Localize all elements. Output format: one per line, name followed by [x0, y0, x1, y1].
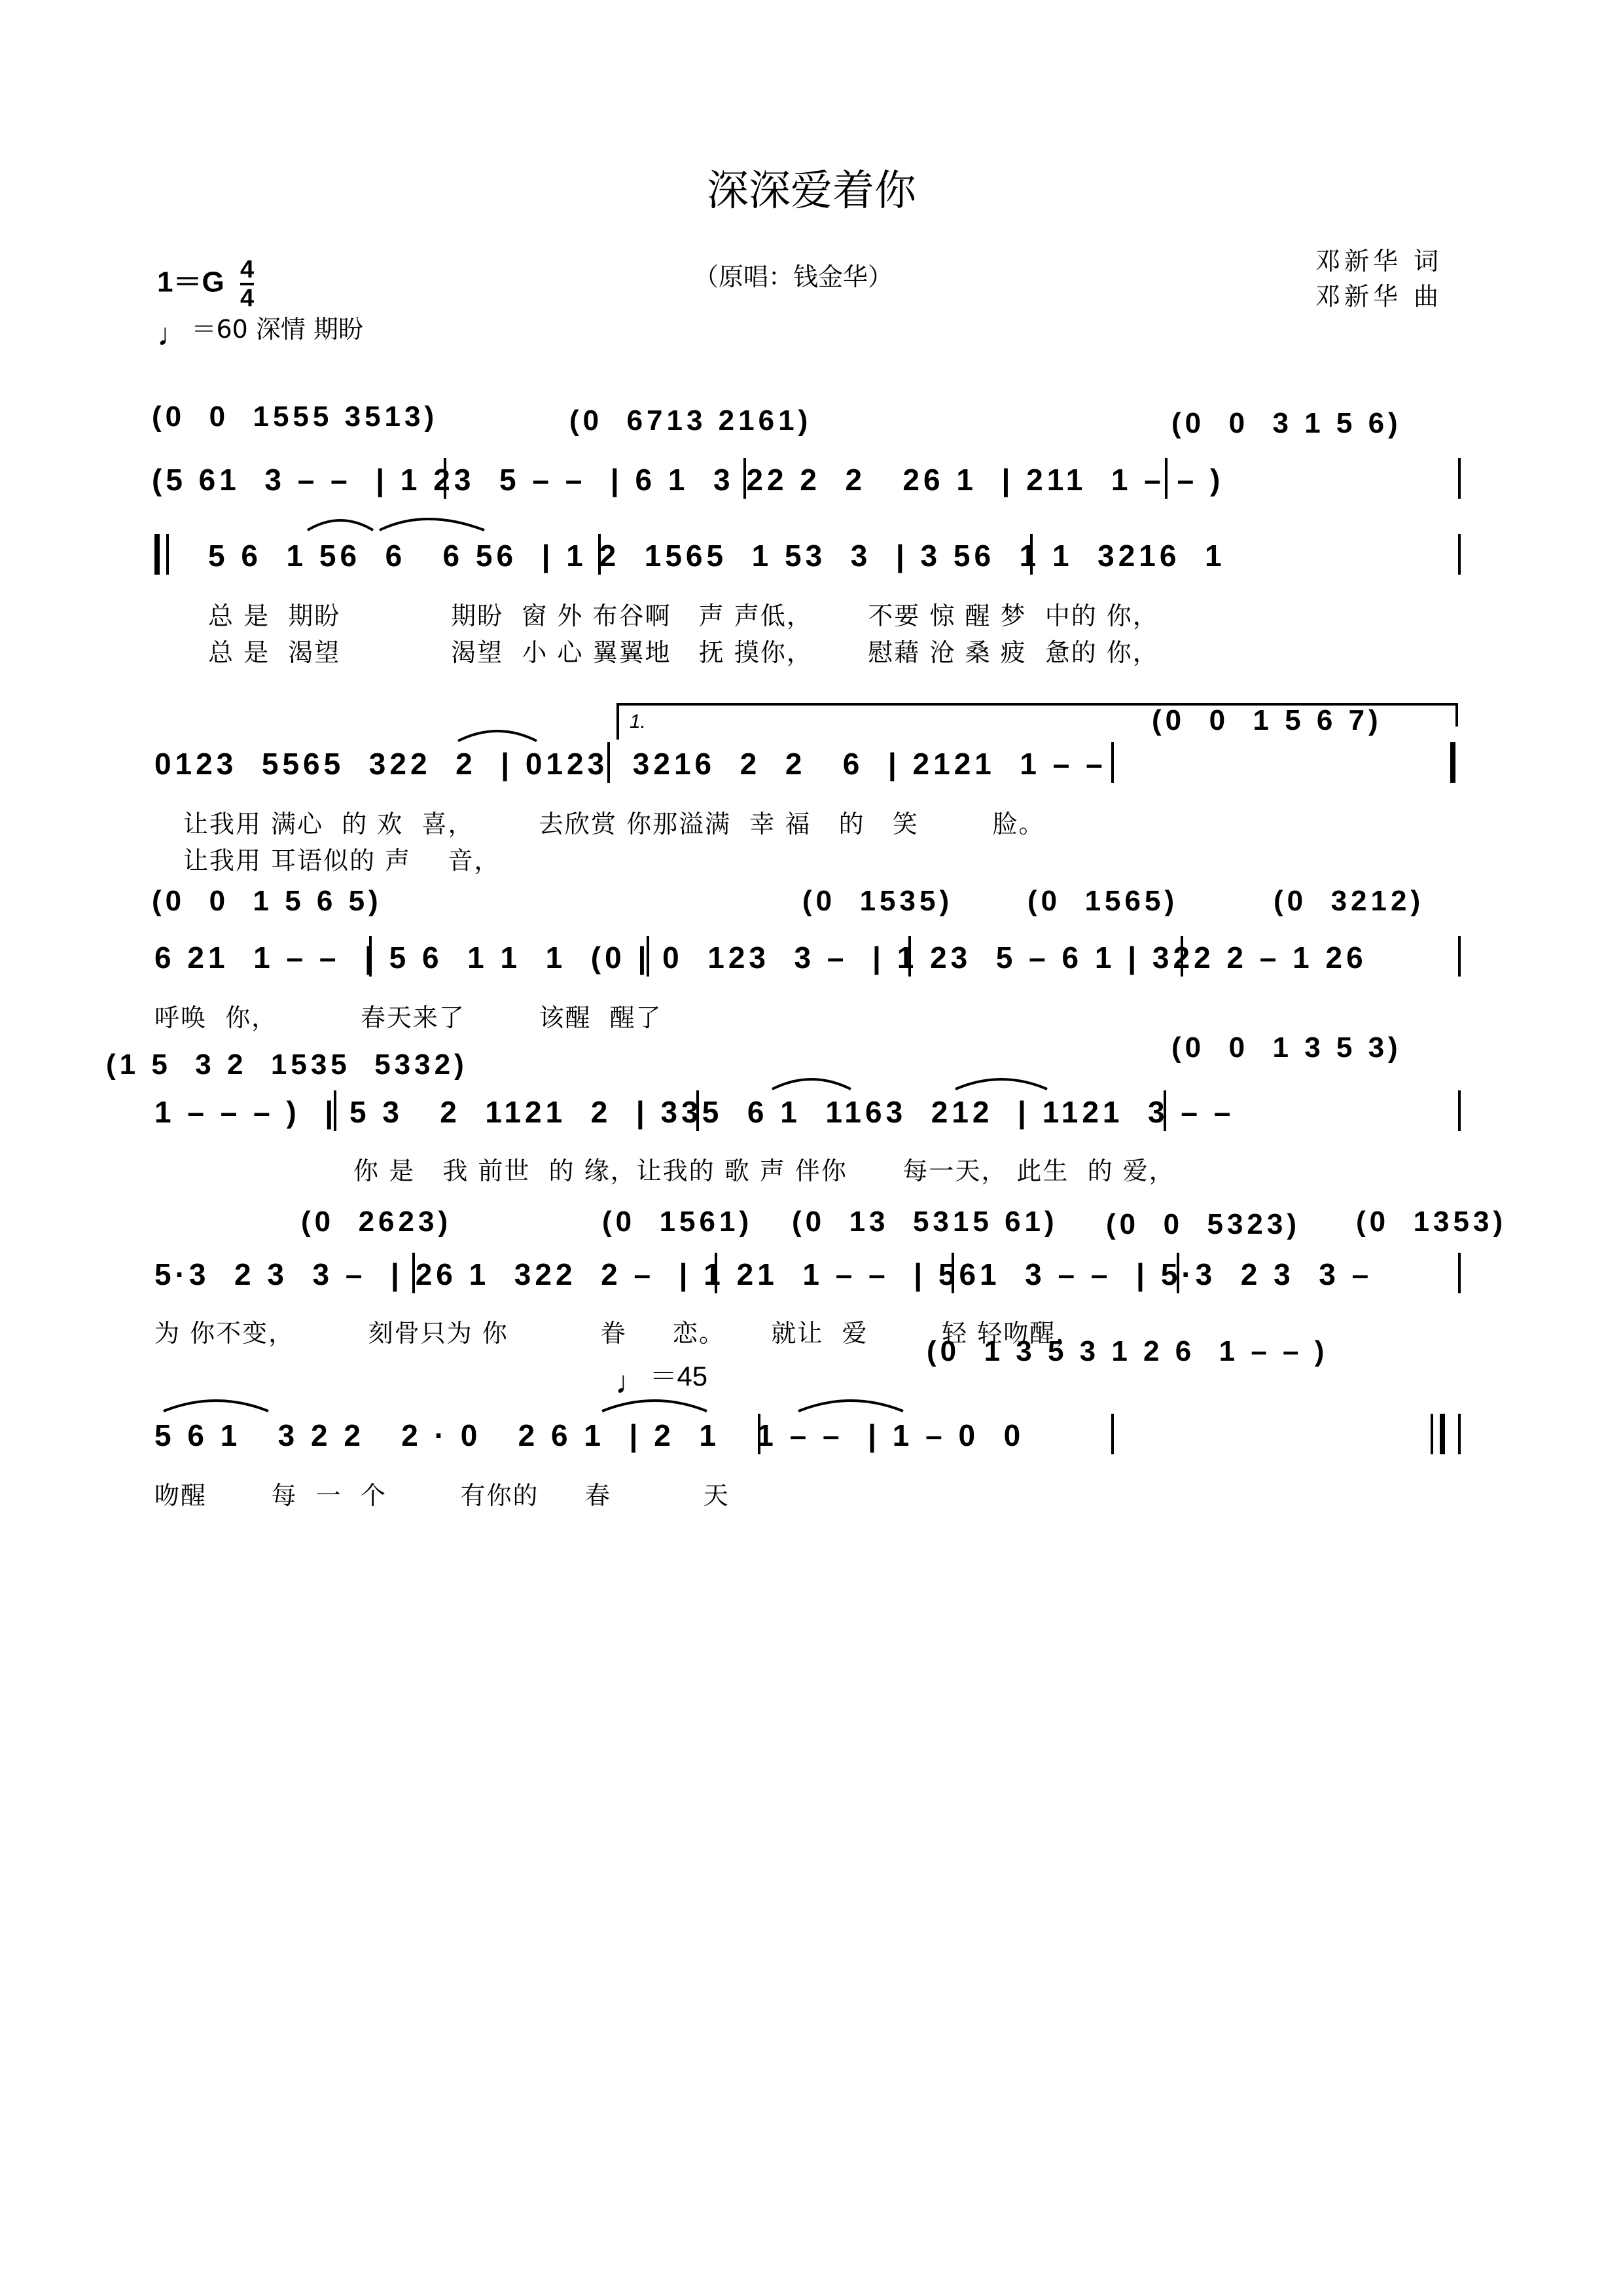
melody-line: 1 – – – ) | 5 3 2 1121 2 | 335 6 1 1163 212 | 1121 3 – – — [154, 1095, 1235, 1129]
accompaniment-line: (0 1561) — [602, 1206, 753, 1238]
accompaniment-line: (0 3212) — [1274, 885, 1425, 917]
slur — [798, 1401, 903, 1411]
lyrics-verse-2: 让我用 耳语似的 声 音， — [183, 846, 501, 875]
lyrics-verse-1: 让我用 满心 的 欢 喜， 去欣赏 你那溢满 幸 福 的 笑 脸。 — [183, 810, 1045, 838]
lyrics-verse-1: 为 你不变， 刻骨只为 你 眷 恋。 就让 爱 轻 轻吻醒， — [154, 1319, 1082, 1348]
page-title: 深深爱着你 — [707, 167, 916, 215]
accompaniment-line: (1 5 3 2 1535 5332) — [106, 1049, 468, 1081]
lyrics-verse-1: 你 是 我 前世 的 缘，让我的 歌 声 伴你 每一天， 此生 的 爱， — [353, 1157, 1175, 1185]
lyricist-credit: 邓新华 词 — [1315, 247, 1443, 276]
volta-bracket — [618, 704, 1457, 740]
subtitle: （原唱：钱金华） — [694, 262, 893, 291]
slur — [380, 519, 484, 530]
slur — [164, 1401, 268, 1411]
time-signature-top: 4 — [240, 256, 255, 283]
lyrics-verse-1: 吻醒 每 一 个 有你的 春 天 — [154, 1481, 730, 1510]
melody-line: (5 61 3 – – | 1 23 5 – – | 6 1 3 22 2 2 26 1 | 211 1 – – ) — [152, 463, 1224, 497]
accompaniment-line: (0 0 1 3 5 3) — [1171, 1031, 1402, 1064]
melody-line: 6 21 1 – – | 5 6 1 1 1 (0 | 0 123 3 – | 1 23 5 – 6 1 | 322 2 – 1 26 — [154, 941, 1367, 975]
quarter-note-icon: ♩ — [615, 1365, 647, 1401]
tempo-change-text: ＝45 — [649, 1361, 708, 1391]
accompaniment-line: (0 2623) — [301, 1206, 452, 1238]
slur — [772, 1079, 851, 1089]
accompaniment-line: (0 1353) — [1356, 1206, 1507, 1238]
accompaniment-line: (0 6713 2161) — [569, 404, 812, 437]
melody-line: 5 6 1 3 2 2 2 · 0 2 6 1 | 2 1 1 – – | 1 – 0 0 — [154, 1418, 1025, 1452]
accompaniment-line: (0 0 3 1 5 6) — [1171, 407, 1402, 439]
accompaniment-line: (0 13 5315 61) — [792, 1206, 1058, 1238]
time-signature-bottom: 4 — [240, 283, 254, 312]
tempo-text: ＝60 深情 期盼 — [191, 315, 363, 344]
accompaniment-line: (0 0 1555 3513) — [152, 401, 438, 433]
accompaniment-line: (0 1535) — [802, 885, 954, 917]
slur — [458, 731, 537, 741]
slur — [602, 1401, 707, 1411]
volta-label: 1. — [630, 711, 647, 732]
accompaniment-line: (0 0 5323) — [1106, 1208, 1301, 1240]
composer-credit: 邓新华 曲 — [1315, 282, 1443, 311]
quarter-note-icon: ♩ — [157, 317, 188, 353]
melody-line: 5·3 2 3 3 – | 26 1 322 2 – | 1 21 1 – – | 561 3 – – | 5·3 2 3 3 – — [154, 1257, 1373, 1291]
slur — [308, 520, 373, 530]
lyrics-verse-1: 呼唤 你， 春天来了 该醒 醒了 — [154, 1003, 662, 1032]
accompaniment-line: (0 0 1 5 6 7) — [1152, 704, 1382, 736]
lyrics-verse-1: 总 是 期盼 期盼 窗 外 布谷啊 声 声低， 不要 惊 醒 梦 中的 你， — [208, 601, 1159, 630]
accompaniment-line: (0 1565) — [1027, 885, 1179, 917]
melody-line: 0123 5565 322 2 | 0123 3216 2 2 6 | 2121 1 – – — [154, 747, 1107, 781]
melody-line: 5 6 1 56 6 6 56 | 1 2 1565 1 53 3 | 3 56 1 1 3216 1 — [208, 539, 1226, 573]
lyrics-verse-2: 总 是 渴望 渴望 小 心 翼翼地 抚 摸你， 慰藉 沧 桑 疲 惫的 你， — [208, 638, 1159, 667]
key-text: 1＝G — [157, 266, 224, 298]
slur — [955, 1079, 1047, 1089]
accompaniment-line: (0 1 3 5 3 1 2 6 1 – – ) — [927, 1335, 1329, 1367]
accompaniment-line: (0 0 1 5 6 5) — [152, 885, 382, 917]
